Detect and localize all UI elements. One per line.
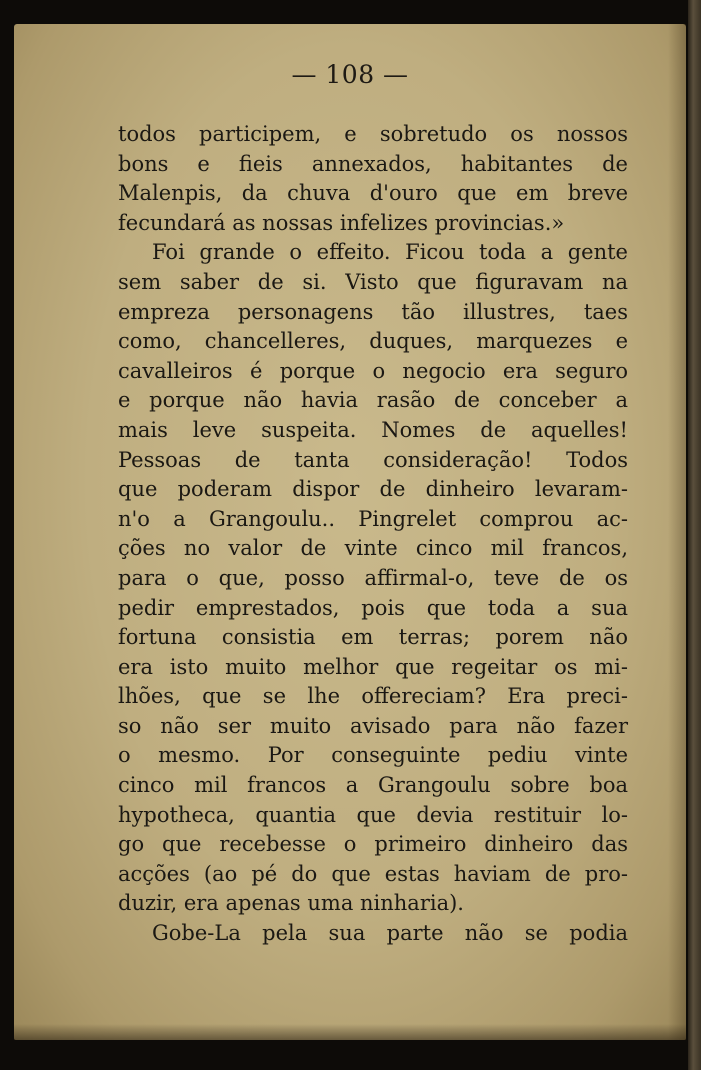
adjacent-page-edge <box>688 0 701 1070</box>
body-text <box>118 120 628 949</box>
page-shadow <box>668 24 686 1040</box>
text-line: sem saber de si. Visto que figuravam na <box>118 269 628 294</box>
text-line: bons e fieis annexados, habitantes de <box>118 151 628 176</box>
text-line: mais leve suspeita. Nomes de aquelles! <box>118 417 628 442</box>
text-line: Malenpis, da chuva d'ouro que em breve <box>118 181 628 206</box>
text-line: pedir emprestados, pois que toda a sua <box>118 595 628 620</box>
text-line: acções (ao pé do que estas haviam de pro- <box>118 861 628 886</box>
page-number: — 108 — <box>291 60 409 89</box>
text-line: era isto muito melhor que regeitar os mi- <box>118 654 628 679</box>
text-line: ções no valor de vinte cinco mil francos, <box>118 536 628 561</box>
text-line: e porque não havia rasão de conceber a <box>118 388 628 413</box>
text-line: Pessoas de tanta consideração! Todos <box>118 447 628 472</box>
text-line: que poderam dispor de dinheiro levaram- <box>118 477 628 502</box>
text-line: cinco mil francos a Grangoulu sobre boa <box>118 773 628 798</box>
text-line: todos participem, e sobretudo os nossos <box>118 122 628 146</box>
text-line: hypotheca, quantia que devia restituir lo- <box>118 802 628 827</box>
text-line: cavalleiros é porque o negocio era seguro <box>118 358 628 383</box>
page-bottom-edge <box>14 1024 686 1040</box>
text-line: fortuna consistia em terras; porem não <box>118 625 628 650</box>
text-line: n'o a Grangoulu.. Pingrelet comprou ac- <box>118 506 628 531</box>
page-sheet <box>14 24 686 1040</box>
text-line: Foi grande o effeito. Ficou toda a gente <box>152 240 628 265</box>
text-line: empreza personagens tão illustres, taes <box>118 299 628 324</box>
text-line: Gobe-La pela sua parte não se podia <box>152 921 628 946</box>
text-line: o mesmo. Por conseguinte pediu vinte <box>118 743 628 768</box>
text-line: como, chancelleres, duques, marquezes e <box>118 329 628 354</box>
text-line: duzir, era apenas uma ninharia). <box>118 891 464 916</box>
text-line: so não ser muito avisado para não fazer <box>118 713 628 738</box>
text-line: lhões, que se lhe offereciam? Era preci- <box>118 684 628 709</box>
text-line: go que recebesse o primeiro dinheiro das <box>118 832 628 857</box>
text-line: fecundará as nossas infelizes provincias.» <box>118 210 565 235</box>
text-line: para o que, posso affirmal-o, teve de os <box>118 565 628 590</box>
